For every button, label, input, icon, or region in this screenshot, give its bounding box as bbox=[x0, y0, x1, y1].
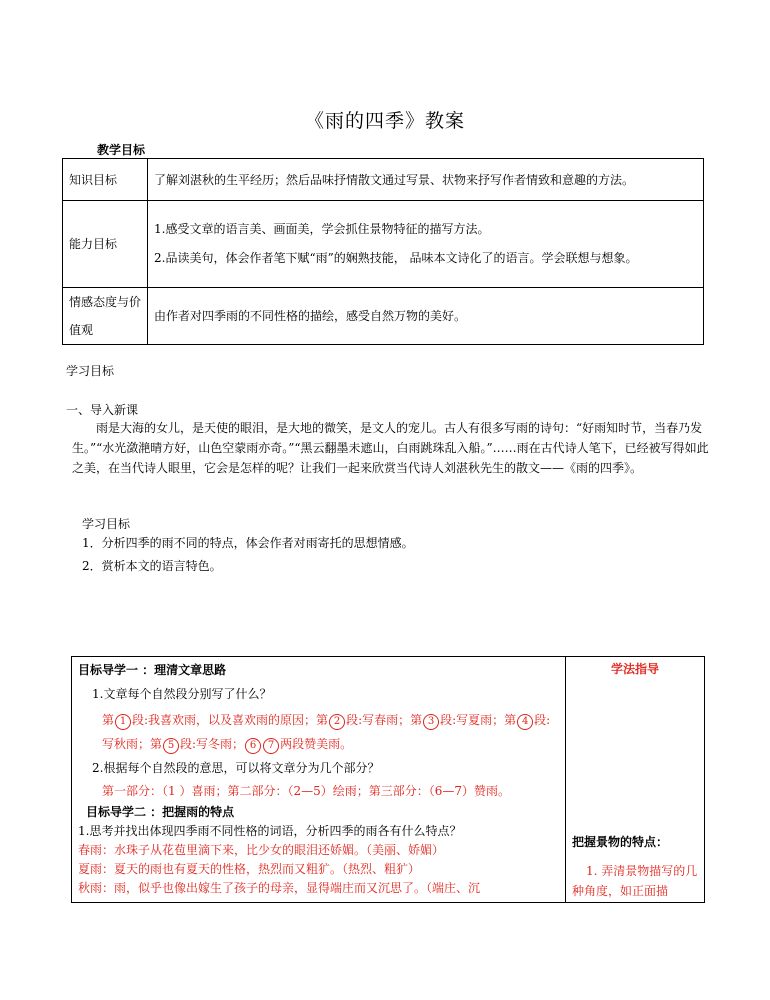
study-goal-item: 2．赏析本文的语言特色。 bbox=[82, 559, 222, 573]
answer-1 bbox=[78, 708, 559, 756]
answer-1-text: 段:写春雨；第 bbox=[346, 713, 423, 727]
intro-heading: 一、导入新课 bbox=[66, 403, 139, 417]
method-guide-header: 学法指导 bbox=[611, 662, 660, 676]
part1-title: 目标导学一 ：理清文章思路 bbox=[78, 663, 227, 677]
circled-number: 4 bbox=[517, 714, 533, 730]
guide-main-cell bbox=[72, 657, 566, 903]
circled-number: 7 bbox=[263, 738, 279, 754]
goal-text-emotion: 由作者对四季雨的不同性格的描绘，感受自然万物的美好。 bbox=[148, 288, 704, 345]
teaching-goals-table bbox=[62, 158, 704, 345]
study-goals-heading: 学习目标 bbox=[82, 517, 131, 531]
circled-number: 2 bbox=[329, 714, 345, 730]
answer-2: 第一部分：（1 ）喜雨；第二部分：（2—5）绘雨；第三部分：（6—7）赞雨。 bbox=[102, 784, 510, 798]
side-text: 1. 弄清景物描写的几种角度，如正面描 bbox=[572, 864, 698, 898]
teaching-goals-heading: 教学目标 bbox=[97, 143, 146, 157]
answer-1-text: 段:我喜欢雨，以及喜欢雨的原因；第 bbox=[132, 713, 329, 727]
goal-row-knowledge bbox=[63, 159, 704, 201]
circled-number: 6 bbox=[245, 738, 261, 754]
goal-text-ability bbox=[148, 201, 704, 288]
answer-1-text: 第 bbox=[102, 713, 115, 727]
answer-autumn: 秋雨：雨，似乎也像出嫁生了孩子的母亲，显得端庄而又沉思了。（端庄、沉 bbox=[78, 881, 481, 895]
goal-ability-line-2: 2.品读美句，体会作者笔下赋“雨”的娴熟技能， 品味本文诗化了的语言。学会联想与想象。 bbox=[154, 251, 638, 265]
goal-label-ability: 能力目标 bbox=[63, 201, 148, 288]
goal-text-knowledge: 了解刘湛秋的生平经历；然后品味抒情散文通过写景、状物来抒写作者情致和意趣的方法。 bbox=[148, 159, 704, 201]
circled-number: 3 bbox=[423, 714, 439, 730]
guide-row bbox=[72, 657, 705, 903]
answer-1-text: 段:写夏雨；第 bbox=[440, 713, 517, 727]
part2-title: 目标导学二 ：把握雨的特点 bbox=[86, 805, 235, 819]
guide-main-content bbox=[72, 657, 565, 898]
guide-side-cell bbox=[566, 657, 705, 903]
study-goal-item: 1．分析四季的雨不同的特点，体会作者对雨寄托的思想情感。 bbox=[82, 536, 414, 550]
circled-number: 1 bbox=[115, 714, 131, 730]
goal-row-ability bbox=[63, 201, 704, 288]
question-3: 1.思考并找出体现四季雨不同性格的词语，分析四季的雨各有什么特点？ bbox=[78, 824, 462, 838]
answer-1-text: 段:写冬雨； bbox=[180, 737, 245, 751]
answer-spring: 春雨：水珠子从花苞里滴下来，比少女的眼泪还娇媚。（美丽、娇媚） bbox=[78, 843, 445, 857]
answer-1-text: 段:写秋雨；第 bbox=[102, 713, 551, 751]
circled-number: 5 bbox=[163, 738, 179, 754]
answer-1-text: 两段赞美雨。 bbox=[280, 737, 353, 751]
goal-ability-line-1: 1.感受文章的语言美、画面美，学会抓住景物特征的描写方法。 bbox=[154, 222, 490, 236]
side-title: 把握景物的特点： bbox=[572, 835, 669, 849]
intro-paragraph: 雨是大海的女儿，是天使的眼泪，是大地的微笑，是文人的宠儿。古人有很多写雨的诗句：“好雨知时节，当春乃发生。”“水光潋滟晴方好，山色空蒙雨亦奇。”“黑云翻墨未遮山，白雨跳珠乱入船。”……雨在古代诗人笔下，已经被写得如此之美，在当代诗人眼里，它会是怎样的呢？让我们一起来欣赏当代诗人刘湛秋先生的散文——《雨的四季》。 bbox=[72, 421, 709, 475]
page-title: 《雨的四季》教案 bbox=[304, 110, 465, 132]
study-goals-label: 学习目标 bbox=[66, 364, 115, 378]
guide-table bbox=[71, 656, 705, 903]
goal-label-emotion: 情感态度与价值观 bbox=[63, 288, 148, 345]
answer-summer: 夏雨：夏天的雨也有夏天的性格，热烈而又粗犷。（热烈、粗犷） bbox=[78, 862, 421, 876]
goal-row-emotion bbox=[63, 288, 704, 345]
question-2: 2.根据每个自然段的意思，可以将文章分为几个部分？ bbox=[92, 761, 380, 775]
goal-label-knowledge: 知识目标 bbox=[63, 159, 148, 201]
question-1: 1.文章每个自然段分别写了什么？ bbox=[92, 687, 272, 701]
